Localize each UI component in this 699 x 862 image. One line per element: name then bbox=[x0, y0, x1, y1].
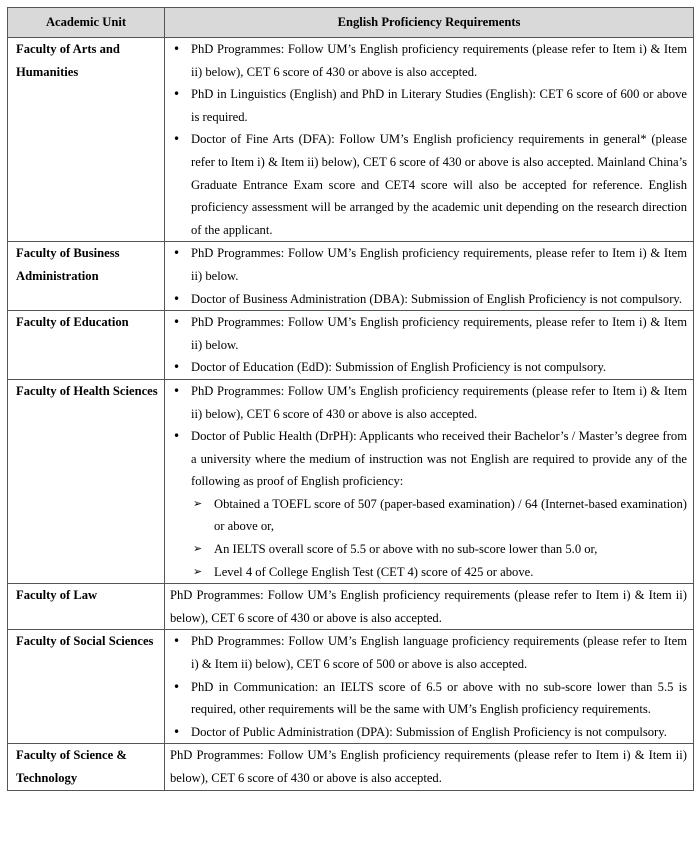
requirements-cell bbox=[165, 630, 694, 744]
requirements-cell bbox=[165, 38, 694, 242]
unit-arts-humanities: Faculty of Arts and Humanities bbox=[8, 38, 165, 242]
table-row bbox=[8, 630, 694, 744]
table-row bbox=[8, 38, 694, 242]
list-item: • PhD Programmes: Follow UM’s English proficiency requirements, please refer to Item i) & Item ii) below. bbox=[170, 311, 687, 356]
unit-science-technology: Faculty of Science & Technology bbox=[8, 744, 165, 790]
unit-business-administration: Faculty of Business Administration bbox=[8, 242, 165, 311]
unit-health-sciences: Faculty of Health Sciences bbox=[8, 379, 165, 583]
requirements-cell bbox=[165, 744, 694, 790]
table-header-row bbox=[8, 8, 694, 38]
list-item: • Doctor of Education (EdD): Submission of English Proficiency is not compulsory. bbox=[170, 356, 687, 379]
requirement-text: PhD Programmes: Follow UM’s English proficiency requirements (please refer to Item i) & Item ii) below), CET 6 score of 430 or above is also accepted. bbox=[170, 748, 687, 785]
requirements-cell bbox=[165, 584, 694, 630]
list-item: • Doctor of Fine Arts (DFA): Follow UM’s English proficiency requirements in general* (please refer to Item i) & Item ii) below), CET 6 score of 430 or above is also accepted. Mainland China’s Graduate Entrance Exam score and CET4 score will also be accepted for reference. English proficiency assessment will be arranged by the academic unit depending on the research direction of the applicant. bbox=[170, 128, 687, 241]
requirements-table bbox=[7, 7, 694, 791]
list-item: • PhD in Linguistics (English) and PhD in Literary Studies (English): CET 6 score of 600 or above is required. bbox=[170, 83, 687, 128]
header-english-requirements: English Proficiency Requirements bbox=[165, 8, 694, 38]
table-row bbox=[8, 584, 694, 630]
sub-list-item: ➢ An IELTS overall score of 5.5 or above with no sub-score lower than 5.0 or, bbox=[191, 538, 687, 561]
requirements-cell bbox=[165, 311, 694, 380]
unit-law: Faculty of Law bbox=[8, 584, 165, 630]
requirements-cell bbox=[165, 379, 694, 583]
sub-list-item: ➢ Obtained a TOEFL score of 507 (paper-based examination) / 64 (Internet-based examination) or above or, bbox=[191, 493, 687, 538]
list-item bbox=[170, 425, 687, 583]
list-item: • PhD Programmes: Follow UM’s English language proficiency requirements (please refer to Item i) & Item ii) below), CET 6 score of 500 or above is also accepted. bbox=[170, 630, 687, 675]
list-item: • PhD in Communication: an IELTS score of 6.5 or above with no sub-score lower than 5.5 is required, other requirements will be the same with UM’s English proficiency requirements. bbox=[170, 676, 687, 721]
unit-social-sciences: Faculty of Social Sciences bbox=[8, 630, 165, 744]
sub-list-item: ➢ Level 4 of College English Test (CET 4) score of 425 or above. bbox=[191, 561, 687, 584]
header-academic-unit: Academic Unit bbox=[8, 8, 165, 38]
table-row bbox=[8, 311, 694, 380]
table-row bbox=[8, 744, 694, 790]
table-row bbox=[8, 379, 694, 583]
table-row bbox=[8, 242, 694, 311]
list-item-text: Doctor of Public Health (DrPH): Applicants who received their Bachelor’s / Master’s degree from a university where the medium of instruction was not English are required to provide any of the following as proof of English proficiency: bbox=[191, 429, 687, 489]
list-item: • PhD Programmes: Follow UM’s English proficiency requirements (please refer to Item i) & Item ii) below), CET 6 score of 430 or above is also accepted. bbox=[170, 38, 687, 83]
list-item: • Doctor of Public Administration (DPA): Submission of English Proficiency is not compulsory. bbox=[170, 721, 687, 744]
requirement-text: PhD Programmes: Follow UM’s English proficiency requirements (please refer to Item i) & Item ii) below), CET 6 score of 430 or above is also accepted. bbox=[170, 588, 687, 625]
list-item: • Doctor of Business Administration (DBA): Submission of English Proficiency is not compulsory. bbox=[170, 288, 687, 311]
list-item: • PhD Programmes: Follow UM’s English proficiency requirements, please refer to Item i) & Item ii) below. bbox=[170, 242, 687, 287]
requirements-cell bbox=[165, 242, 694, 311]
unit-education: Faculty of Education bbox=[8, 311, 165, 380]
list-item: • PhD Programmes: Follow UM’s English proficiency requirements (please refer to Item i) & Item ii) below), CET 6 score of 430 or above is also accepted. bbox=[170, 380, 687, 425]
